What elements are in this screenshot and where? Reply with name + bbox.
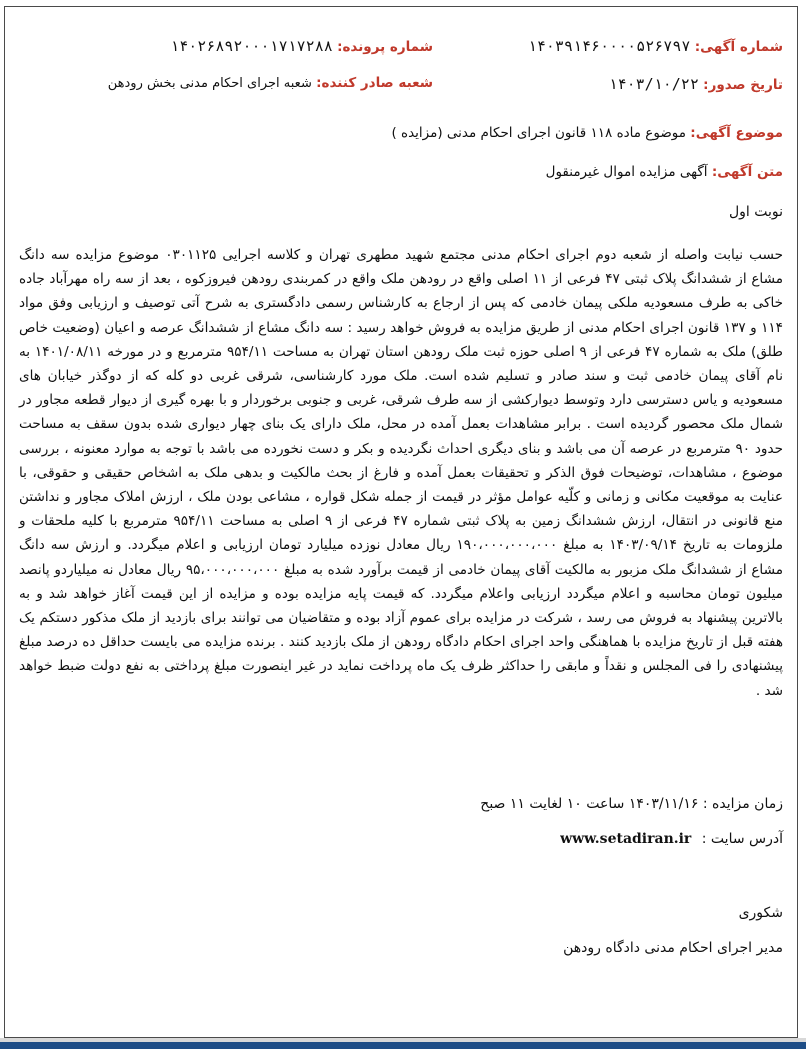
site-link[interactable]: www.setadiran.ir [560, 831, 692, 847]
site-label: آدرس سایت : [701, 831, 783, 847]
turn-label: نوبت اول [728, 204, 783, 220]
case-number-group [170, 37, 433, 55]
notice-text-value: آگهی مزایده اموال غیرمنقول [545, 164, 708, 180]
case-number-value: ۱۴۰۲۶۸۹۲۰۰۰۱۷۱۷۲۸۸ [170, 37, 333, 55]
issue-date-group [609, 75, 783, 93]
issuer-value: شعبه اجرای احکام مدنی بخش رودهن [107, 76, 312, 91]
issue-date-label: تاریخ صدور: [703, 77, 783, 93]
bottom-bar [0, 1042, 806, 1049]
issuer-label: شعبه صادر کننده: [316, 75, 433, 91]
notice-number-group [528, 37, 783, 55]
notice-text-label: متن آگهی: [711, 164, 783, 180]
subject-field [391, 125, 783, 141]
auction-time: زمان مزایده : ۱۴۰۳/۱۱/۱۶ ساعت ۱۰ لغایت ۱۱ صبح [480, 796, 783, 812]
issue-date-value: ۱۴۰۳/۱۰/۲۲ [608, 75, 699, 93]
issuer-group [108, 75, 433, 91]
meta-row-numbers [19, 37, 783, 61]
signature-name: شکوری [738, 905, 783, 921]
site-row [560, 831, 783, 847]
case-number-label: شماره پرونده: [337, 39, 433, 55]
notice-body: حسب نیابت واصله از شعبه دوم اجرای احکام مدنی مجتمع شهید مطهری تهران و کلاسه اجرایی ۰۳۰۱۱۲۵ موضوع مزایده سه دانگ مشاع از ششدانگ پلاک ثبتی ۴۷ فرعی از ۱۱ اصلی واقع در رودهن ملک واقع در کمربندی رودهن فیروزکوه ، بعد از سه راه مهرآباد جاده خاکی به طرف مسعودیه ملکی پیمان خادمی که پس از ارجاع به کارشناس رسمی دادگستری به شرح آتی توصیف و ارزیابی وفق مواد ۱۱۴ و ۱۳۷ قانون اجرای احکام مدنی از طریق مزایده به فروش خواهد رسید : سه دانگ مشاع از ششدانگ عرصه و اعیان (وضعیت خاص طلق) ملک به شماره ۴۷ فرعی از ۹ اصلی حوزه ثبت ملک رودهن استان تهران به مساحت ۹۵۴/۱۱ مترمربع و در مورخه ۱۴۰۱/۰۸/۱۱ به نام آقای پیمان خادمی ثبت و سند صادر و تسلیم شده است. ملک مورد کارشناسی، شرقی غربی دو کله که از دوگذر خیابان های مسعودیه و یاس دسترسی دارد وتوسط دیوارکشی از سه طرف شرقی، غربی و جنوبی برخوردار و با بهره گیری از دیوار قطعه مجاور در شمال ملک محصور گردیده است . برابر مشاهدات بعمل آمده در محل، ملک دارای یک بنای چهار دیواری شده بدون سقف به مساحت حدود ۹۰ مترمربع در عرصه آن می باشد و بنای دیگری احداث نگردیده و بکر و دست نخورده می باشد با توجه به موارد معنونه ، بررسی موضوع ، مشاهدات، توضیحات فوق الذکر و تحقیقات بعمل آمده و فارغ از بحث مالکیت و بدهی ملک به اشخاص حقیقی و حقوقی، با عنایت به موقعیت مکانی و زمانی و کلّیه عوامل مؤثر در قیمت از جمله شکل قواره ، مشاعی بودن ملک ، ارزش املاک مجاور و نداشتن منع قانونی در انتقال، ارزش ششدانگ زمین به پلاک ثبتی شماره ۴۷ فرعی از ۹ اصلی به مساحت ۹۵۴/۱۱ مترمربع با کلیه ملحقات و ملزومات به تاریخ ۱۴۰۳/۰۹/۱۴ به مبلغ ۱۹۰،۰۰۰،۰۰۰،۰۰۰ ریال معادل نوزده میلیارد تومان ارزیابی و اعلام میگردد. و ارزش سه دانگ مشاع از ششدانگ ملک مزبور به مالکیت آقای پیمان خادمی از قیمت برآورد شده به مبلغ ۹۵،۰۰۰،۰۰۰،۰۰۰ ریال معادل نه میلیاردو پانصد میلیون تومان محاسبه و اعلام میگردد ارزیابی واعلام میگردد. که قیمت پایه مزایده بوده و مزایده از این قیمت آغاز خواهد شد و به بالاترین پیشنهاد به فروش می رسد ، شرکت در مزایده برای عموم آزاد بوده و متقاضیان می توانند برای بازدید از ملک مذکور دستکم یک هفته قبل از تاریخ مزایده با هماهنگی واحد اجرای احکام دادگاه رودهن از ملک بازدید کنند . برنده مزایده می بایست حداقل ده درصد مبلغ پیشنهادی را فی المجلس و نقداً و مابقی را حداکثر ظرف یک ماه پرداخت نماید در غیر اینصورت مبلغ پرداختی به نفع دولت ضبط خواهد شد . [19, 247, 784, 699]
signature-role: مدیر اجرای احکام مدنی دادگاه رودهن [563, 940, 783, 956]
subject-value: موضوع ماده ۱۱۸ قانون اجرای احکام مدنی (مزایده ) [391, 125, 686, 141]
notice-number-label: شماره آگهی: [694, 39, 783, 55]
notice-frame [4, 6, 798, 1038]
notice-text-field [546, 164, 783, 180]
subject-label: موضوع آگهی: [690, 125, 783, 141]
meta-row-issuer [19, 75, 783, 99]
notice-number-value: ۱۴۰۳۹۱۴۶۰۰۰۰۵۲۶۷۹۷ [527, 37, 691, 55]
